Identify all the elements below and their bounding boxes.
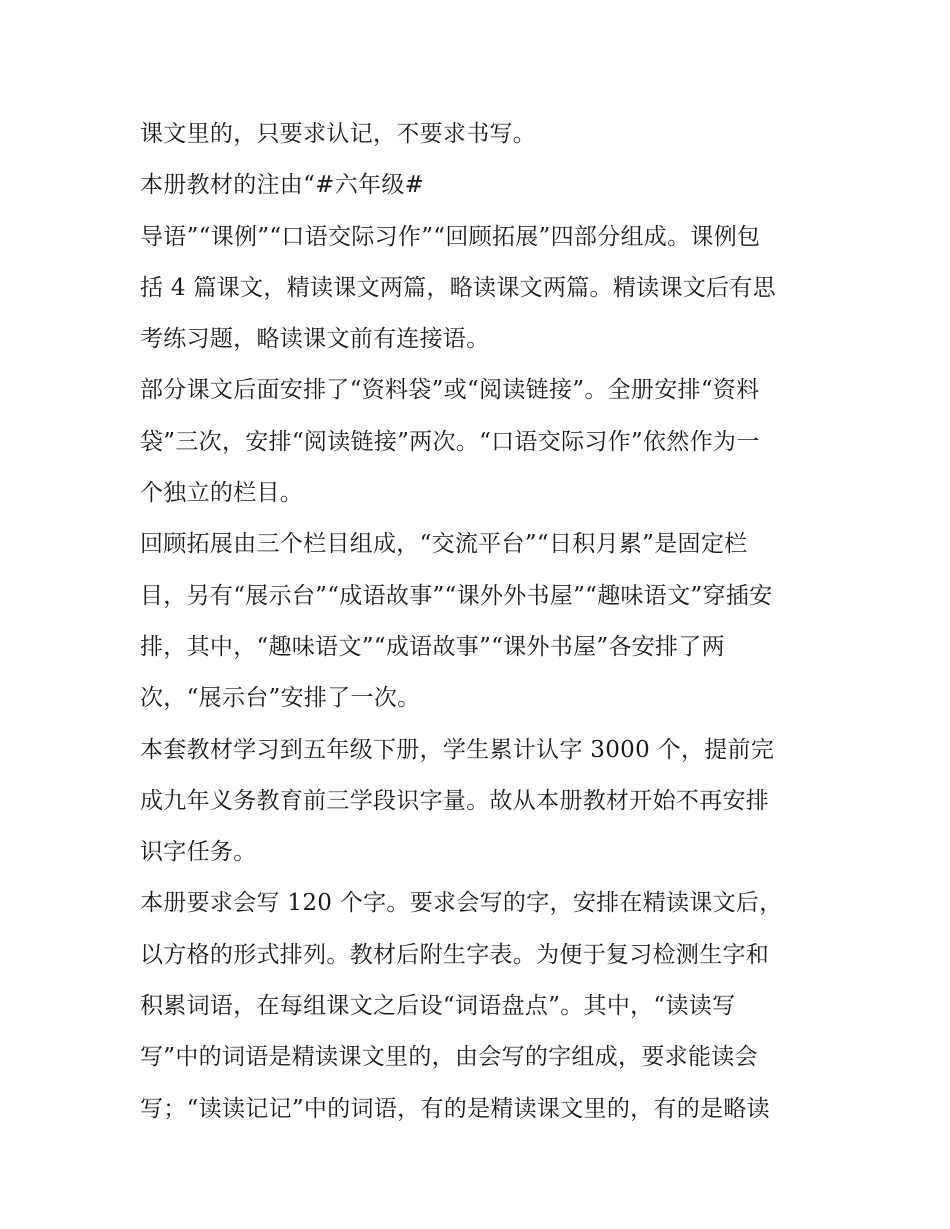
text-line: 目，另有“展示台”“成语故事”“课外外书屋”“趣味语文”穿插安 bbox=[140, 582, 773, 609]
text-line: 回顾拓展由三个栏目组成，“交流平台”“日积月累”是固定栏 bbox=[140, 531, 748, 558]
text-line: 本套教材学习到五年级下册，学生累计认字 3000 个，提前完 bbox=[140, 736, 775, 763]
text-line: 部分课文后面安排了“资料袋”或“阅读链接”。全册安排“资料 bbox=[140, 377, 760, 404]
text-line: 积累词语，在每组课文之后设“词语盘点”。其中，“读读写 bbox=[140, 993, 736, 1020]
text-line: 写；“读读记记”中的词语，有的是精读课文里的，有的是略读 bbox=[140, 1095, 770, 1122]
text-line: 以方格的形式排列。教材后附生字表。为便于复习检测生字和 bbox=[140, 941, 770, 968]
text-line: 括 4 篇课文，精读课文两篇，略读课文两篇。精读课文后有思 bbox=[140, 274, 776, 301]
text-line: 成九年义务教育前三学段识字量。故从本册教材开始不再安排 bbox=[140, 787, 770, 814]
text-line: 本册教材的注由“#六年级# bbox=[140, 172, 425, 199]
text-line: 排，其中，“趣味语文”“成语故事”“课外书屋”各安排了两 bbox=[140, 633, 725, 660]
text-line: 次，“展示台”安排了一次。 bbox=[140, 685, 421, 712]
text-line: 导语”“课例”“口语交际习作”“回顾拓展”四部分组成。课例包 bbox=[140, 223, 761, 250]
text-line: 本册要求会写 120 个字。要求会写的字，安排在精读课文后， bbox=[140, 890, 783, 917]
body-text bbox=[140, 109, 820, 1135]
text-line: 识字任务。 bbox=[140, 839, 257, 866]
text-line: 考练习题，略读课文前有连接语。 bbox=[140, 326, 490, 353]
text-line: 袋”三次，安排“阅读链接”两次。“口语交际习作”依然作为一 bbox=[140, 428, 760, 455]
text-line: 写”中的词语是精读课文里的，由会写的字组成，要求能读会 bbox=[140, 1044, 758, 1071]
text-line: 个独立的栏目。 bbox=[140, 480, 304, 507]
text-line: 课文里的，只要求认记，不要求书写。 bbox=[140, 121, 537, 147]
